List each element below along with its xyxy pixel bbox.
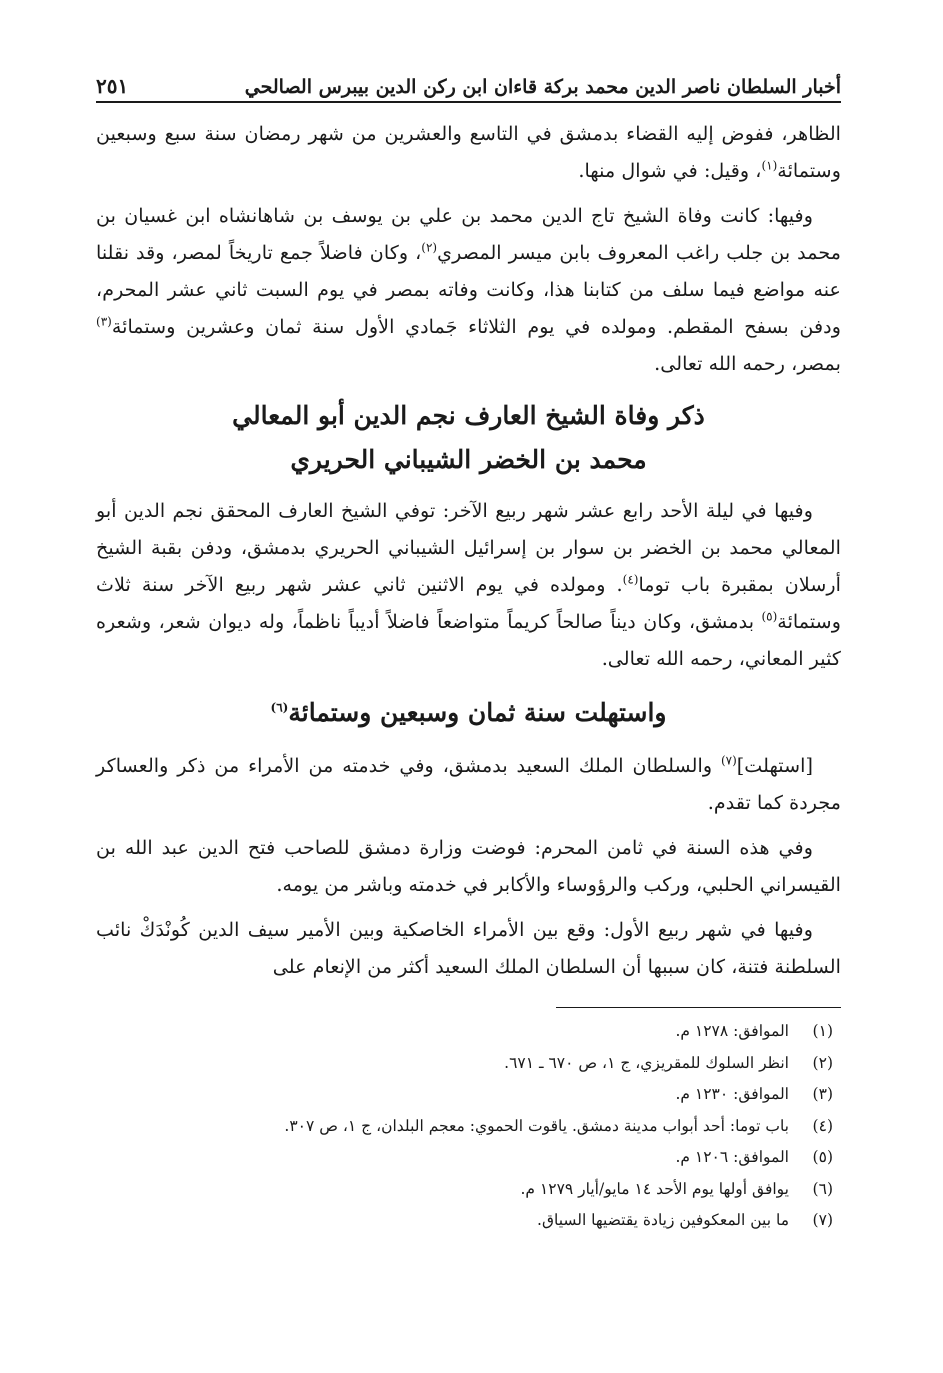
paragraph-text: [استهلت]	[736, 754, 813, 777]
paragraph-text: والسلطان الملك السعيد بدمشق، وفي خدمته من الأمراء من ذكر والعساكر مجردة كما تقدم.	[96, 754, 841, 814]
paragraph-1	[96, 115, 841, 189]
footnote-ref-4: (٤)	[622, 572, 639, 587]
footnote-text: الموافق: ١٢٣٠ م.	[675, 1085, 789, 1103]
footnote-text: الموافق: ١٢٧٨ م.	[675, 1022, 789, 1040]
heading-text: واستهلت سنة ثمان وسبعين وستمائة	[288, 698, 667, 727]
footnote-item	[96, 1079, 833, 1111]
paragraph-text: وفي هذه السنة في ثامن المحرم: فوضت وزارة دمشق للصاحب فتح الدين عبد الله بن القيسراني الحلبي، وركب والرؤوساء والأكابر في خدمته وباشر من يومه.	[96, 836, 841, 896]
heading-line-2: محمد بن الخضر الشيباني الحريري	[290, 445, 647, 474]
footnote-number: (٦)	[812, 1179, 833, 1198]
footnote-text: انظر السلوك للمقريزي، ج ١، ص ٦٧٠ ـ ٦٧١.	[504, 1053, 789, 1072]
page-number: ٢٥١	[96, 74, 129, 98]
footnote-text: باب توما: أحد أبواب مدينة دمشق. ياقوت الحموي: معجم البلدان، ج ١، ص ٣٠٧.	[284, 1116, 789, 1135]
footnote-item	[96, 1142, 833, 1174]
paragraph-3	[96, 492, 841, 677]
footnote-text: ما بين المعكوفين زيادة يقتضيها السياق.	[537, 1211, 789, 1229]
footnote-number: (٤)	[812, 1116, 833, 1135]
footnote-number: (١)	[812, 1022, 833, 1040]
footnote-ref-6: (٦)	[270, 700, 289, 715]
paragraph-text: ، وقيل: في شوال منها.	[578, 159, 762, 182]
paragraph-text: الظاهر، ففوض إليه القضاء بدمشق في التاسع والعشرين من شهر رمضان سنة سبع وسبعين وستمائة	[96, 122, 841, 182]
footnote-ref-1: (١)	[761, 158, 778, 173]
page-header	[96, 58, 841, 103]
paragraph-text: . ومولده في يوم الاثنين ثاني عشر شهر ربيع الآخر سنة ثلاث وستمائة	[96, 573, 841, 633]
paragraph-text: بدمشق، وكان ديناً صالحاً كريماً متواضعاً فاضلاً أديباً ناظماً، وله ديوان شعر، وشعره كثير المعاني، رحمه الله تعالى.	[96, 610, 841, 670]
paragraph-text: بمصر، رحمه الله تعالى.	[654, 352, 841, 375]
footnote-ref-5: (٥)	[761, 609, 778, 624]
footnote-ref-2: (٢)	[421, 240, 438, 255]
footnote-number: (٣)	[812, 1085, 833, 1103]
paragraph-text: وفيها في ليلة الأحد رابع عشر شهر ربيع الآخر: توفي الشيخ العارف المحقق نجم الدين أبو المعالي محمد بن الخضر بن سوار بن إسرائيل الشيباني الحريري بدمشق، ودفن بقبة الشيخ أرسلان بمقبرة باب توما	[96, 499, 841, 596]
footnote-divider	[556, 1007, 841, 1008]
footnote-text: الموافق: ١٢٠٦ م.	[675, 1148, 789, 1166]
main-text	[96, 115, 841, 985]
footnote-item	[96, 1205, 833, 1237]
paragraph-4	[96, 747, 841, 821]
footnote-ref-7: (٧)	[720, 753, 737, 768]
running-title: أخبار السلطان ناصر الدين محمد بركة قاءان ابن ركن الدين بيبرس الصالحي	[244, 76, 841, 98]
footnote-ref-3: (٣)	[96, 314, 112, 329]
paragraph-text: ، وكان فاضلاً جمع تاريخاً لمصر، وقد نقلنا عنه مواضع فيما سلف من كتابنا هذا، وكانت وفاته بمصر في يوم السبت ثاني عشر المحرم، ودفن بسفح المقطم. ومولده في يوم الثلاثاء جَمادي الأول سنة ثمان وعشرين وستمائة	[96, 241, 841, 338]
footnote-item	[96, 1016, 833, 1048]
footnote-item	[96, 1111, 833, 1143]
footnote-number: (٧)	[812, 1211, 833, 1229]
paragraph-2	[96, 197, 841, 382]
paragraph-text: وفيها: كانت وفاة الشيخ تاج الدين محمد بن علي بن يوسف بن شاهانشاه ابن غسيان بن محمد بن جلب راغب المعروف بابن ميسر المصري	[96, 204, 841, 264]
paragraph-5	[96, 829, 841, 903]
section-heading-1	[96, 394, 841, 482]
section-heading-2	[96, 691, 841, 735]
footnote-item	[96, 1174, 833, 1206]
book-page	[96, 58, 841, 1348]
footnotes-list	[96, 1016, 841, 1237]
footnote-number: (٢)	[812, 1053, 833, 1072]
footnote-number: (٥)	[812, 1148, 833, 1166]
paragraph-6	[96, 911, 841, 985]
paragraph-text: وفيها في شهر ربيع الأول: وقع بين الأمراء الخاصكية وبين الأمير سيف الدين كُونْدَكْ نائب السلطنة فتنة، كان سببها أن السلطان الملك السعيد أكثر من الإنعام على	[96, 918, 841, 978]
footnote-text: يوافق أولها يوم الأحد ١٤ مايو/أيار ١٢٧٩ م.	[520, 1179, 789, 1198]
heading-line-1: ذكر وفاة الشيخ العارف نجم الدين أبو المعالي	[232, 401, 705, 430]
footnote-item	[96, 1048, 833, 1080]
